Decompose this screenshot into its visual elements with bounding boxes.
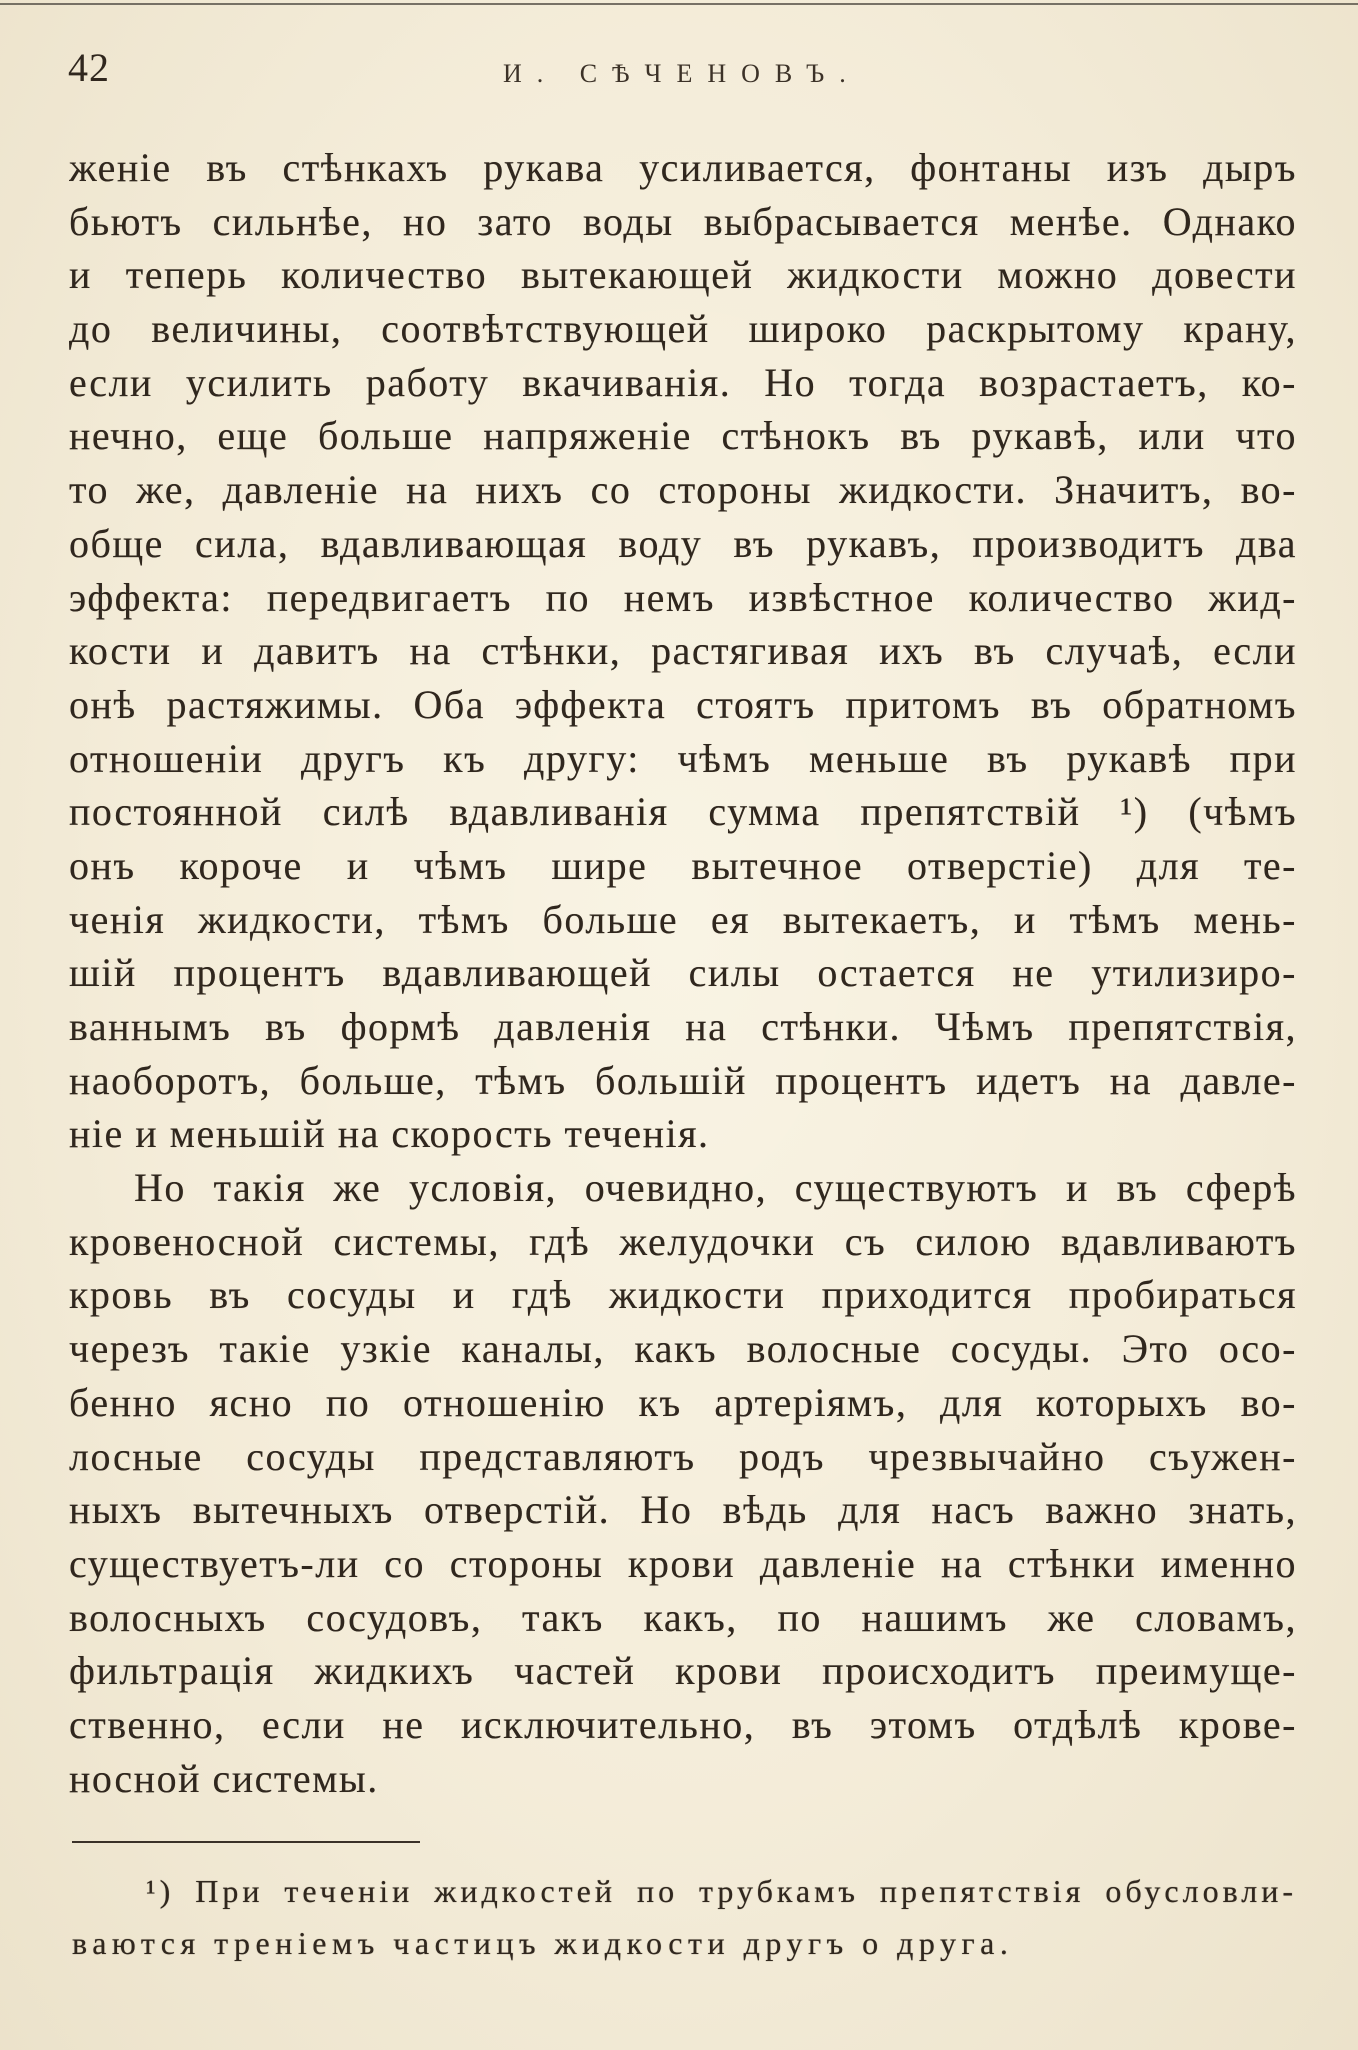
footnote-line: ваются треніемъ частицъ жидкости другъ о друга. — [72, 1925, 1014, 1961]
text-line: если усилить работу вкачиванія. Но тогда возрастаетъ, ко- — [69, 359, 1297, 405]
text-line: обще сила, вдавливающая воду въ рукавъ, производитъ два — [69, 520, 1297, 566]
text-line: женіе въ стѣнкахъ рукава усиливается, фонтаны изъ дыръ — [69, 145, 1297, 190]
text-line: шій процентъ вдавливающей силы остается не утилизиро- — [69, 950, 1297, 996]
text-line: ченія жидкости, тѣмъ больше ея вытекаетъ, и тѣмъ мень- — [69, 896, 1297, 942]
text-line: и теперь количество вытекающей жидкости можно довести — [69, 252, 1297, 298]
text-line: нечно, еще больше напряженіе стѣнокъ въ рукавѣ, или что — [69, 413, 1297, 459]
text-line: ваннымъ въ формѣ давленія на стѣнки. Чѣмъ препятствія, — [69, 1004, 1297, 1049]
text-line: черезъ такіе узкіе каналы, какъ волосные сосуды. Это осо- — [69, 1326, 1297, 1372]
text-line: ственно, если не исключительно, въ этомъ отдѣлѣ крове- — [69, 1701, 1297, 1747]
text-line: волосныхъ сосудовъ, такъ какъ, по нашимъ же словамъ, — [69, 1594, 1297, 1640]
text-line: ныхъ вытечныхъ отверстій. Но вѣдь для насъ важно знать, — [69, 1487, 1297, 1533]
text-line: онъ короче и чѣмъ шире вытечное отверстіе) для те- — [69, 842, 1297, 888]
text-line: кровеносной системы, гдѣ желудочки съ силою вдавливаютъ — [69, 1218, 1297, 1264]
text-line: существуетъ-ли со стороны крови давленіе на стѣнки именно — [69, 1540, 1297, 1586]
text-line: то же, давленіе на нихъ со стороны жидкости. Значитъ, во- — [69, 467, 1297, 513]
text-line: Но такія же условія, очевидно, существуютъ и въ сферѣ — [134, 1165, 1297, 1211]
text-line: эффекта: передвигаетъ по немъ извѣстное количество жид- — [69, 574, 1297, 620]
footnote — [72, 1865, 1297, 1969]
running-head: И. СѢЧЕНОВЪ. — [503, 59, 861, 88]
footnote-rule — [72, 1841, 420, 1843]
text-line: наоборотъ, больше, тѣмъ большій процентъ идетъ на давле- — [69, 1057, 1297, 1103]
text-line: кости и давитъ на стѣнки, растягивая ихъ въ случаѣ, если — [69, 628, 1297, 674]
text-line: до величины, соотвѣтствующей широко раскрытому крану, — [69, 306, 1297, 352]
text-line: онѣ растяжимы. Оба эффекта стоятъ притомъ въ обратномъ — [69, 681, 1297, 727]
text-line: отношеніи другъ къ другу: чѣмъ меньше въ рукавѣ при — [69, 735, 1297, 781]
text-line: бьютъ сильнѣе, но зато воды выбрасывается менѣе. Однако — [69, 198, 1297, 244]
text-line: носной системы. — [69, 1755, 379, 1801]
text-line: кровь въ сосуды и гдѣ жидкости приходится пробираться — [69, 1272, 1297, 1318]
top-edge-rule — [0, 3, 1358, 5]
text-line-with-footnote-ref: постоянной силѣ вдавливанія сумма препятствій ¹) (чѣмъ — [69, 789, 1297, 835]
text-line: фильтрація жидкихъ частей крови происходитъ преимуще- — [69, 1648, 1297, 1694]
text-line: ніе и меньшій на скорость теченія. — [69, 1111, 710, 1157]
body-text — [69, 141, 1297, 1805]
paragraph — [69, 141, 1297, 1161]
footnote-line: ¹) При теченіи жидкостей по трубкамъ препятствія обусловли- — [146, 1873, 1297, 1909]
paragraph — [69, 1161, 1297, 1805]
text-line: лосные сосуды представляютъ родъ чрезвычайно съужен- — [69, 1433, 1297, 1479]
page-number: 42 — [68, 45, 110, 90]
text-line: бенно ясно по отношенію къ артеріямъ, для которыхъ во- — [69, 1379, 1297, 1425]
